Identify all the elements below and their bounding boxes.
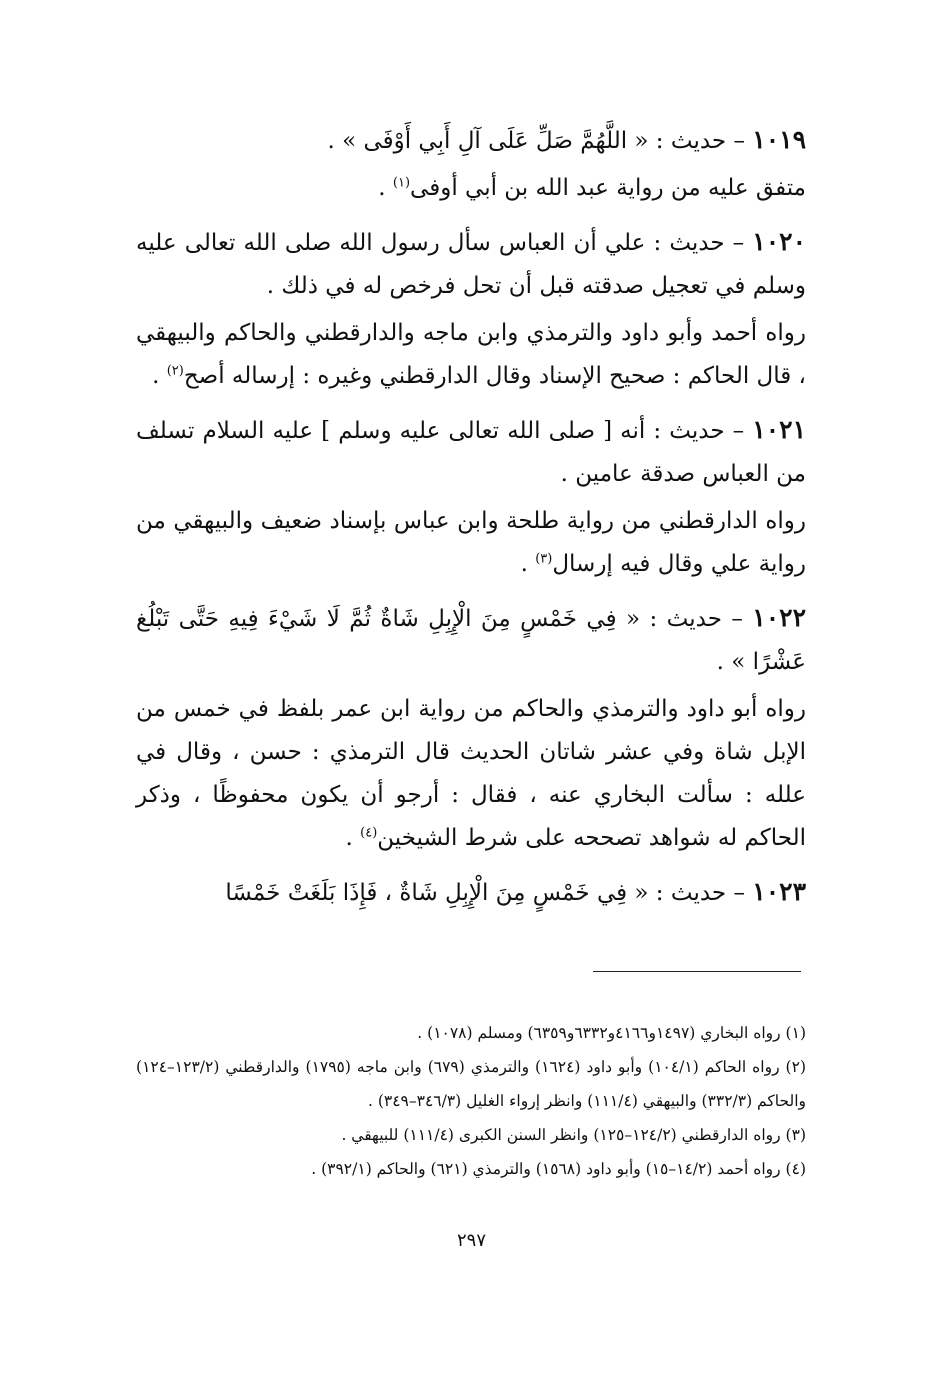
commentary-end: . <box>520 551 536 577</box>
commentary-text: متفق عليه من رواية عبد الله بن أبي أوفى <box>410 175 806 201</box>
footnote: (٤) رواه أحمد (١٤/٢–١٥) وأبو داود (١٥٦٨) والترمذي (٦٢١) والحاكم (٣٩٢/١) . <box>311 1160 806 1178</box>
commentary-text: رواه أحمد وأبو داود والترمذي وابن ماجه والدارقطني والحاكم والبيهقي ، قال الحاكم : صحيح الإسناد وقال الدارقطني وغيره : إرساله أصح <box>136 320 806 389</box>
hadith-commentary <box>136 167 806 210</box>
footnote: (١) رواه البخاري (١٤٩٧و٤١٦٦و٦٣٣٢و٦٣٥٩) ومسلم (١٠٧٨) . <box>417 1024 806 1042</box>
hadith-number: ١٠١٩ <box>752 125 806 154</box>
commentary-end: . <box>345 825 361 851</box>
hadith-entry <box>136 408 806 496</box>
commentary-text: رواه أبو داود والترمذي والحاكم من رواية ابن عمر بلفظ في خمس من الإبل شاة وفي عشر شاتان الحديث قال الترمذي : حسن ، وقال في علله : سألت البخاري عنه ، فقال : أرجو أن يكون محفوظًا ، وذكر الحاكم له شواهد تصححه على شرط الشيخين <box>136 696 806 851</box>
hadith-text: – حديث : « فِي خَمْسٍ مِنَ الْإِبِلِ شَاةٌ ثُمَّ لَا شَيْءَ فِيهِ حَتَّى تَبْلُغ عَشْرًا » . <box>136 606 806 675</box>
commentary-end: . <box>378 175 393 201</box>
hadith-commentary <box>136 688 806 860</box>
footnote-ref: (٢) <box>166 363 184 379</box>
main-text <box>136 118 806 925</box>
footnote: (٣) رواه الدارقطني (١٢٤/٢–١٢٥) وانظر السنن الكبرى (١١١/٤) للبيهقي . <box>341 1126 806 1144</box>
footnote-divider <box>593 971 801 972</box>
footnote: (٢) رواه الحاكم (١٠٤/١) وأبو داود (١٦٢٤) والترمذي (٦٧٩) وابن ماجه (١٧٩٥) والدارقطني (١٢٣/٢–١٢٤) والحاكم (٣٣٢/٣) والبيهقي (١١١/٤) وانظر إرواء الغليل (٣٤٦/٣–٣٤٩) . <box>136 1058 806 1110</box>
footnote-ref: (١) <box>392 175 411 191</box>
hadith-number: ١٠٢٠ <box>752 227 806 256</box>
hadith-text: – حديث : علي أن العباس سأل رسول الله صلى الله تعالى عليه وسلم في تعجيل صدقته قبل أن تحل فرخص له في ذلك . <box>136 230 806 299</box>
hadith-entry <box>136 596 806 684</box>
hadith-number: ١٠٢٣ <box>752 877 806 906</box>
hadith-number: ١٠٢٢ <box>752 603 806 632</box>
commentary-end: . <box>152 363 167 389</box>
hadith-entry <box>136 870 806 915</box>
footnote-ref: (٣) <box>535 551 553 567</box>
hadith-number: ١٠٢١ <box>752 415 806 444</box>
commentary-text: رواه الدارقطني من رواية طلحة وابن عباس بإسناد ضعيف والبيهقي من رواية علي وقال فيه إرسال <box>136 508 806 577</box>
footnotes <box>136 1016 806 1186</box>
hadith-commentary <box>136 500 806 586</box>
hadith-entry <box>136 220 806 308</box>
hadith-text: – حديث : أنه [ صلى الله تعالى عليه وسلم ] عليه السلام تسلف من العباس صدقة عامين . <box>136 418 806 487</box>
hadith-text: – حديث : « اللَّهُمَّ صَلِّ عَلَى آلِ أَبِي أَوْفَى » . <box>327 128 753 154</box>
page-number: ٢٩٧ <box>456 1230 486 1251</box>
footnote-ref: (٤) <box>360 825 378 841</box>
hadith-text: – حديث : « فِي خَمْسٍ مِنَ الْإِبِلِ شَاةٌ ، فَإِذَا بَلَغَتْ خَمْسًا <box>225 880 753 906</box>
hadith-commentary <box>136 312 806 398</box>
hadith-entry <box>136 118 806 163</box>
